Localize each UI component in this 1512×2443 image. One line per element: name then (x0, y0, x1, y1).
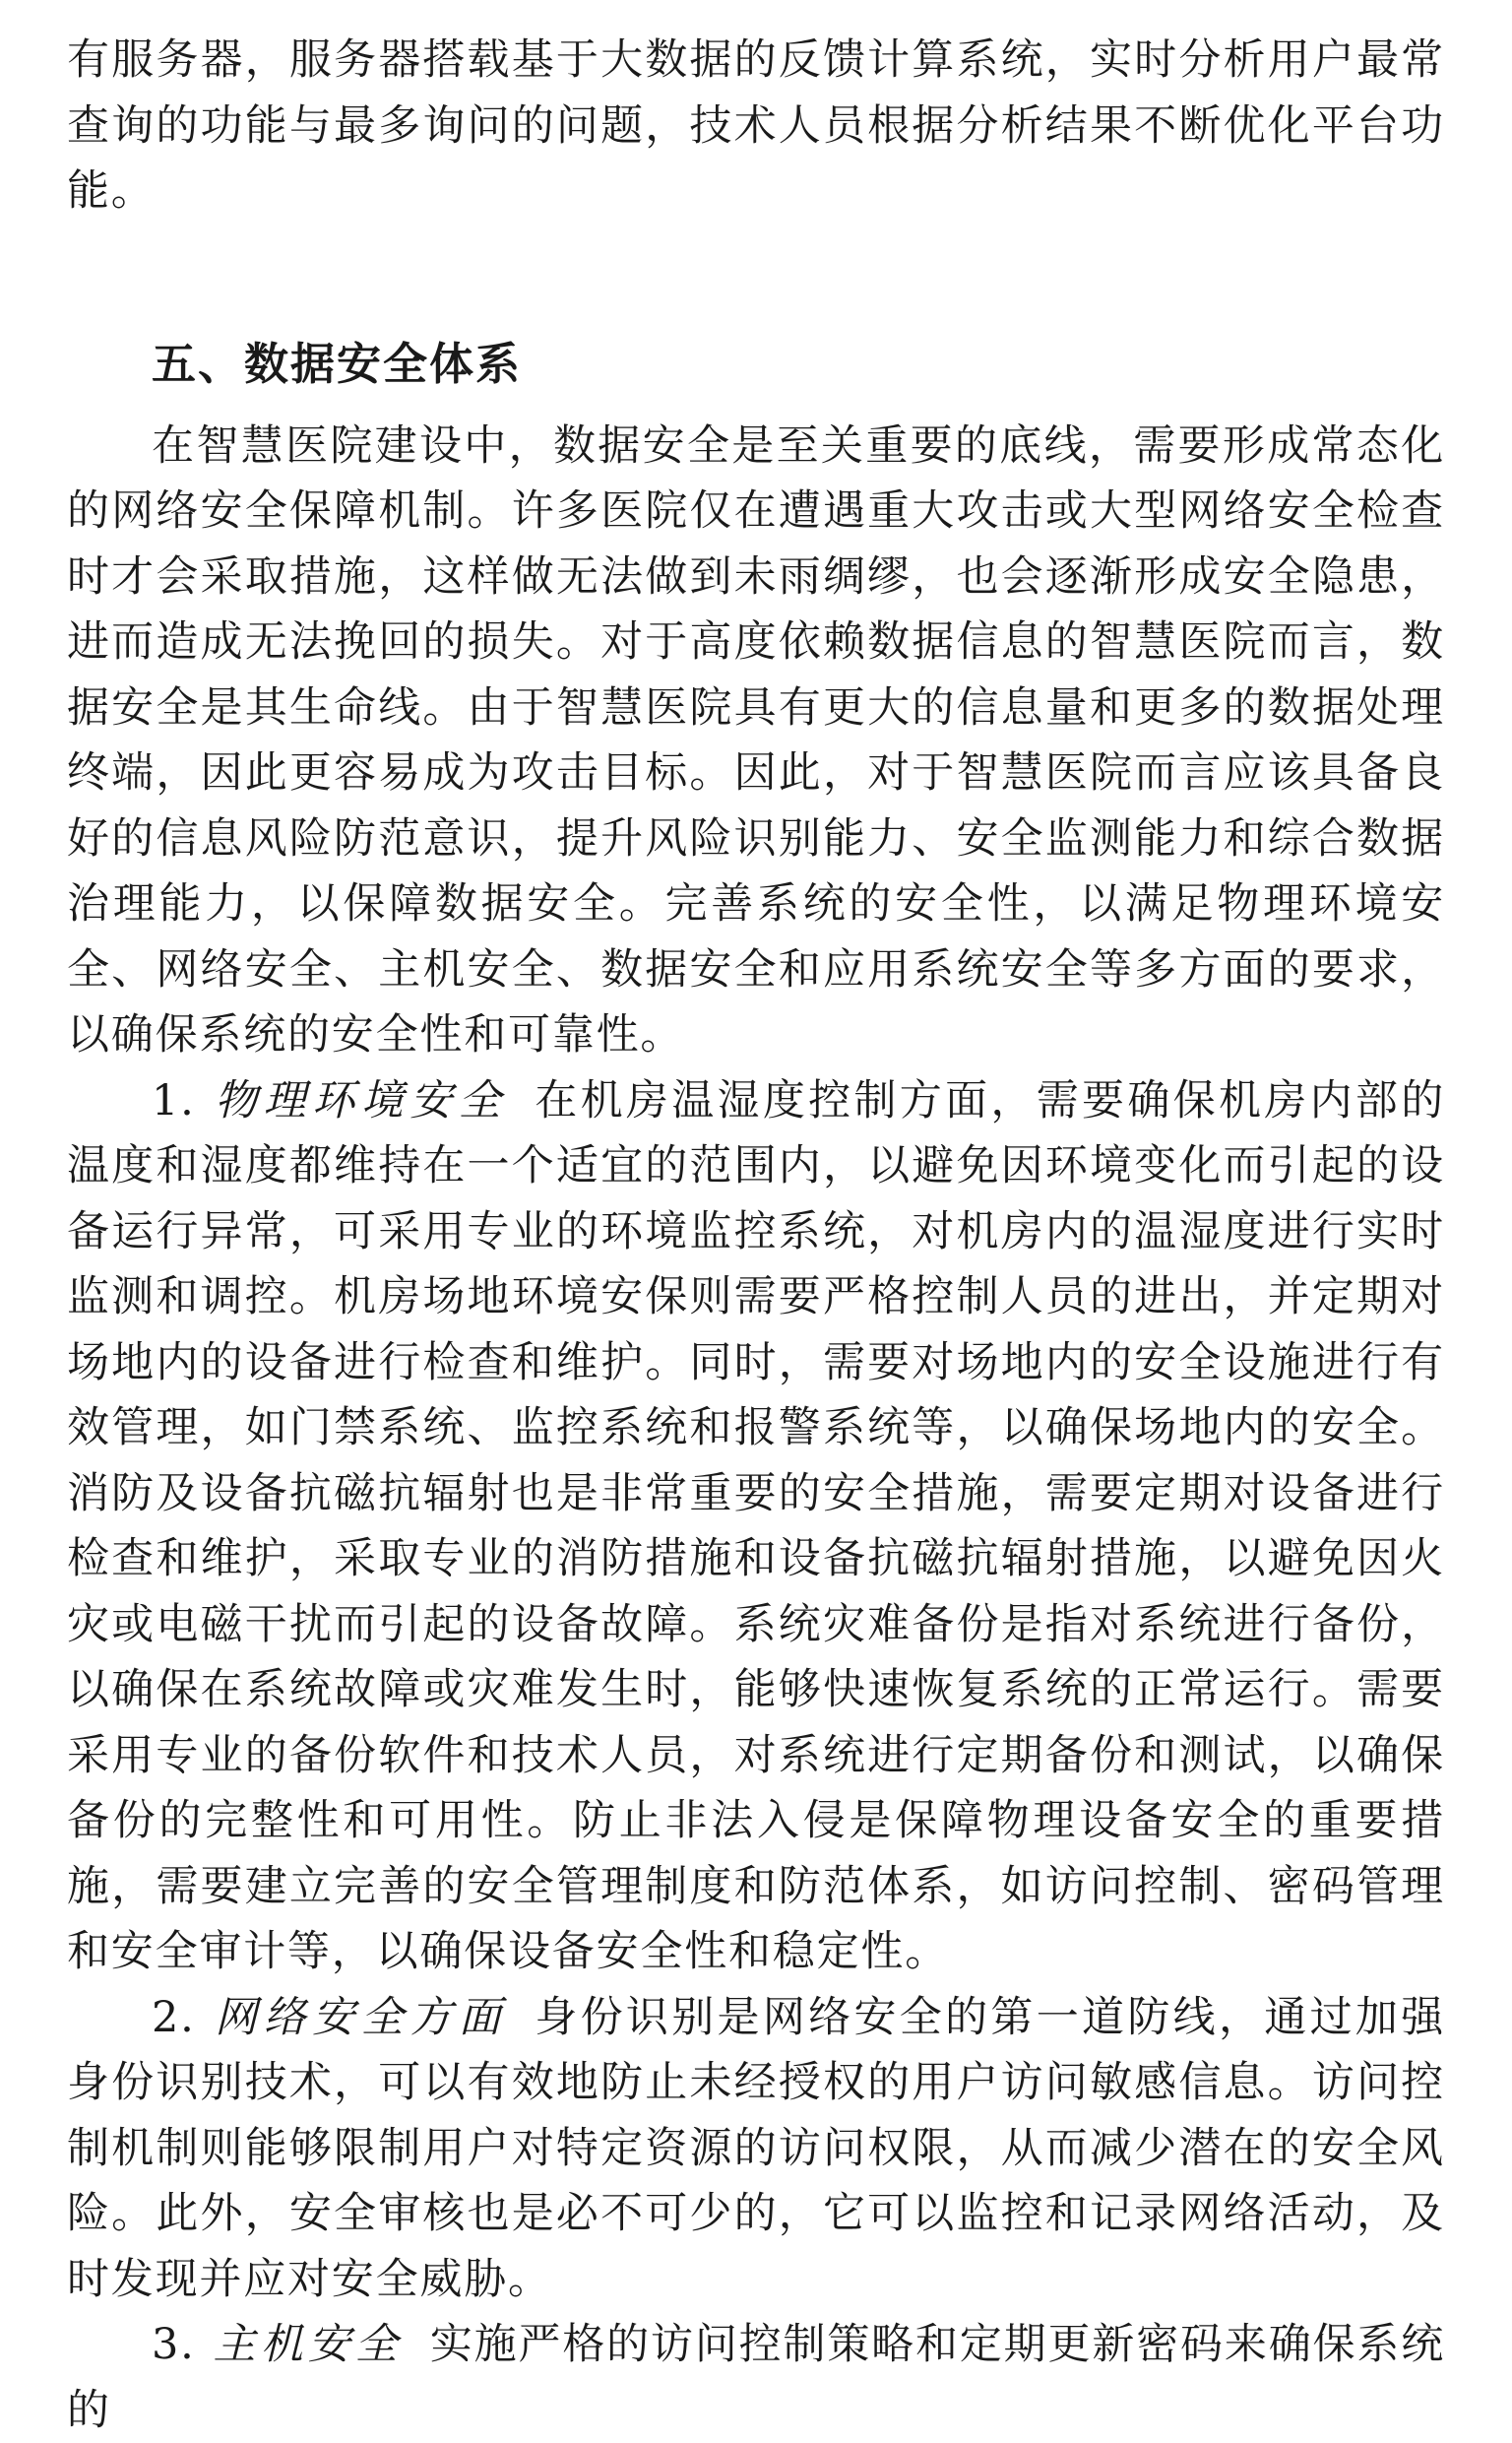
item-number: 1. (152, 1075, 196, 1125)
section-heading: 五、数据安全体系 (152, 337, 523, 390)
item-text: 实施严格的访问控制策略和定期更新密码来确保系统的 (67, 2320, 1446, 2435)
list-item-host-security (67, 2312, 1445, 2443)
item-text: 在机房温湿度控制方面，需要确保机房内部的温度和湿度都维持在一个适宜的范围内，以避免因环境变化而引起的设备运行异常，可采用专业的环境监控系统，对机房内的温湿度进行实时监测和调控。机房场地环境安保则需要严格控制人员的进出，并定期对场地内的设备进行检查和维护。同时，需要对场地内的安全设施进行有效管理，如门禁系统、监控系统和报警系统等，以确保场地内的安全。消防及设备抗磁抗辐射也是非常重要的安全措施，需要定期对设备进行检查和维护，采取专业的消防措施和设备抗磁抗辐射措施，以避免因火灾或电磁干扰而引起的设备故障。系统灾难备份是指对系统进行备份，以确保在系统故障或灾难发生时，能够快速恢复系统的正常运行。需要采用专业的备份软件和技术人员，对系统进行定期备份和测试，以确保备份的完整性和可用性。防止非法入侵是保障物理设备安全的重要措施，需要建立完善的安全管理制度和防范体系，如访问控制、密码管理和安全审计等，以确保设备安全性和稳定性。 (67, 1075, 1446, 1976)
item-title: 网络安全方面 (213, 1992, 508, 2042)
item-title: 主机安全 (213, 2320, 403, 2369)
item-number: 3. (152, 2320, 196, 2369)
list-item-network-security (67, 1985, 1445, 2313)
item-title: 物理环境安全 (213, 1075, 508, 1125)
item-number: 2. (152, 1992, 196, 2042)
document-page (67, 28, 1445, 2443)
intro-continuation-paragraph: 有服务器，服务器搭载基于大数据的反馈计算系统，实时分析用户最常查询的功能与最多询问的问题，技术人员根据分析结果不断优化平台功能。 (67, 35, 1445, 216)
item-text: 身份识别是网络安全的第一道防线，通过加强身份识别技术，可以有效地防止未经授权的用户访问敏感信息。访问控制机制则能够限制用户对特定资源的访问权限，从而减少潜在的安全风险。此外，安全审核也是必不可少的，它可以监控和记录网络活动，及时发现并应对安全威胁。 (67, 1992, 1446, 2304)
list-item-physical-security (67, 1068, 1445, 1985)
section-lead-paragraph: 在智慧医院建设中，数据安全是至关重要的底线，需要形成常态化的网络安全保障机制。许多医院仅在遭遇重大攻击或大型网络安全检查时才会采取措施，这样做无法做到未雨绸缪，也会逐渐形成安全隐患，进而造成无法挽回的损失。对于高度依赖数据信息的智慧医院而言，数据安全是其生命线。由于智慧医院具有更大的信息量和更多的数据处理终端，因此更容易成为攻击目标。因此，对于智慧医院而言应该具备良好的信息风险防范意识，提升风险识别能力、安全监测能力和综合数据治理能力，以保障数据安全。完善系统的安全性，以满足物理环境安全、网络安全、主机安全、数据安全和应用系统安全等多方面的要求，以确保系统的安全性和可靠性。 (67, 420, 1445, 1060)
